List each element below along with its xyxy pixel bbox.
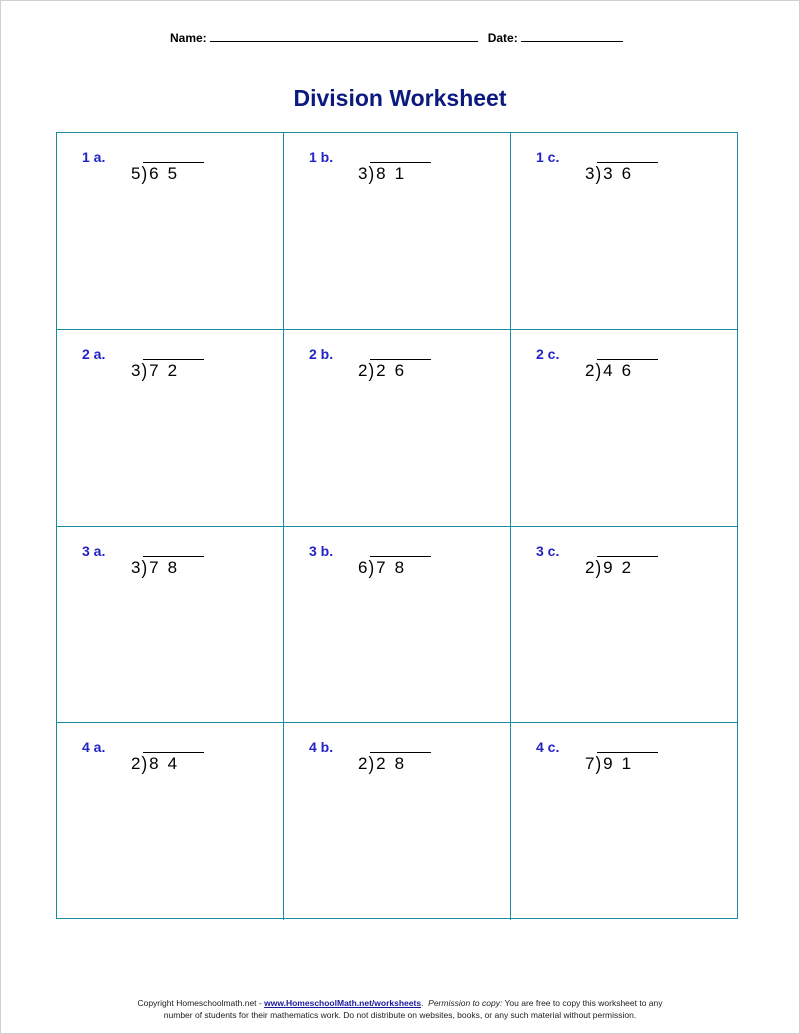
long-division-problem <box>358 164 413 184</box>
divisor: 7 <box>585 754 595 774</box>
permission-text: You are free to copy this worksheet to any <box>502 998 663 1008</box>
division-bar <box>370 359 431 360</box>
problem-cell[interactable] <box>511 527 737 724</box>
long-division-problem <box>131 361 186 381</box>
divisor: 2 <box>585 360 595 380</box>
division-bracket: ) <box>368 556 375 578</box>
name-field[interactable] <box>210 31 478 42</box>
long-division-problem <box>585 164 640 184</box>
divisor: 2 <box>358 360 368 380</box>
date-field[interactable] <box>521 31 623 42</box>
dividend: 65 <box>149 164 187 183</box>
problem-cell[interactable] <box>57 527 284 724</box>
problem-cell[interactable] <box>57 330 284 527</box>
divisor: 6 <box>358 557 368 577</box>
divisor: 3 <box>131 557 141 577</box>
division-bar <box>143 359 204 360</box>
division-bar <box>143 556 204 557</box>
division-bar <box>597 359 658 360</box>
permission-label: Permission to copy: <box>428 998 503 1008</box>
dividend: 28 <box>376 754 414 774</box>
problem-cell[interactable] <box>284 723 511 920</box>
footer-line-2: number of students for their mathematics work. Do not distribute on websites, books, or any such material without permission. <box>163 1010 637 1020</box>
problem-cell[interactable] <box>57 723 284 920</box>
division-bracket: ) <box>368 359 375 382</box>
date-label: Date: <box>487 31 518 45</box>
problem-label: 2 a. <box>82 345 106 362</box>
divisor: 2 <box>585 557 595 577</box>
name-label: Name: <box>170 31 207 45</box>
division-bracket: ) <box>368 752 375 775</box>
problem-cell[interactable] <box>284 330 511 527</box>
long-division-problem <box>358 754 413 774</box>
long-division-problem <box>131 754 186 774</box>
problem-cell[interactable] <box>284 527 511 724</box>
long-division-problem <box>358 361 413 381</box>
division-bracket: ) <box>595 359 602 382</box>
long-division-problem <box>358 558 413 578</box>
long-division-problem <box>585 558 640 578</box>
divisor: 3 <box>131 360 141 380</box>
problem-label: 1 b. <box>309 149 334 165</box>
dividend: 91 <box>603 754 641 774</box>
division-bracket: ) <box>368 162 375 185</box>
long-division-problem <box>131 164 186 184</box>
division-bracket: ) <box>595 752 602 775</box>
division-bracket: ) <box>595 162 602 185</box>
copyright-text: Copyright Homeschoolmath.net - <box>137 998 265 1008</box>
problem-label: 4 a. <box>82 739 106 756</box>
division-bracket: ) <box>141 162 148 185</box>
division-bracket: ) <box>141 752 148 775</box>
footer-line-1: Copyright Homeschoolmath.net - www.HomeschoolMath.net/worksheets. Permission to copy: You are free to copy this worksheet to any <box>137 998 663 1008</box>
worksheets-link[interactable]: www.HomeschoolMath.net/worksheets <box>264 998 422 1008</box>
division-bracket: ) <box>141 359 148 382</box>
problem-label: 3 c. <box>536 542 560 559</box>
problem-cell[interactable] <box>284 133 511 330</box>
problem-cell[interactable] <box>511 330 737 527</box>
division-bar <box>370 752 431 753</box>
problem-cell[interactable] <box>511 723 737 920</box>
problem-label: 4 b. <box>309 739 334 756</box>
long-division-problem <box>131 558 186 578</box>
division-bar <box>597 556 658 557</box>
division-bar <box>370 162 431 163</box>
division-bar <box>597 752 658 753</box>
dividend: 78 <box>376 557 414 577</box>
problem-grid <box>56 132 738 919</box>
division-bracket: ) <box>595 556 602 578</box>
problem-label: 3 a. <box>82 542 106 559</box>
divisor: 5 <box>131 164 141 183</box>
worksheet-title: Division Worksheet <box>293 85 507 111</box>
divisor: 2 <box>358 754 368 774</box>
dividend: 72 <box>149 360 187 380</box>
problem-cell[interactable] <box>511 133 737 330</box>
dividend: 84 <box>149 754 187 774</box>
division-bar <box>143 162 204 163</box>
dividend: 78 <box>149 557 187 577</box>
divisor: 3 <box>358 164 368 183</box>
problem-label: 2 b. <box>309 345 334 362</box>
problem-cell[interactable] <box>57 133 284 330</box>
problem-label: 3 b. <box>309 542 334 559</box>
divisor: 2 <box>131 754 141 774</box>
problem-label: 1 a. <box>82 149 106 165</box>
division-bar <box>370 556 431 557</box>
long-division-problem <box>585 754 640 774</box>
dividend: 26 <box>376 360 414 380</box>
dividend: 81 <box>376 164 414 183</box>
division-bar <box>597 162 658 163</box>
division-bar <box>143 752 204 753</box>
dividend: 36 <box>603 164 641 183</box>
problem-label: 2 c. <box>536 345 560 362</box>
problem-label: 4 c. <box>536 739 560 756</box>
long-division-problem <box>585 361 640 381</box>
dividend: 46 <box>603 360 641 380</box>
footer-copyright <box>0 997 800 1021</box>
division-bracket: ) <box>141 556 148 578</box>
name-date-header <box>170 31 623 45</box>
problem-label: 1 c. <box>536 149 560 165</box>
divisor: 3 <box>585 164 595 183</box>
dividend: 92 <box>603 557 641 577</box>
